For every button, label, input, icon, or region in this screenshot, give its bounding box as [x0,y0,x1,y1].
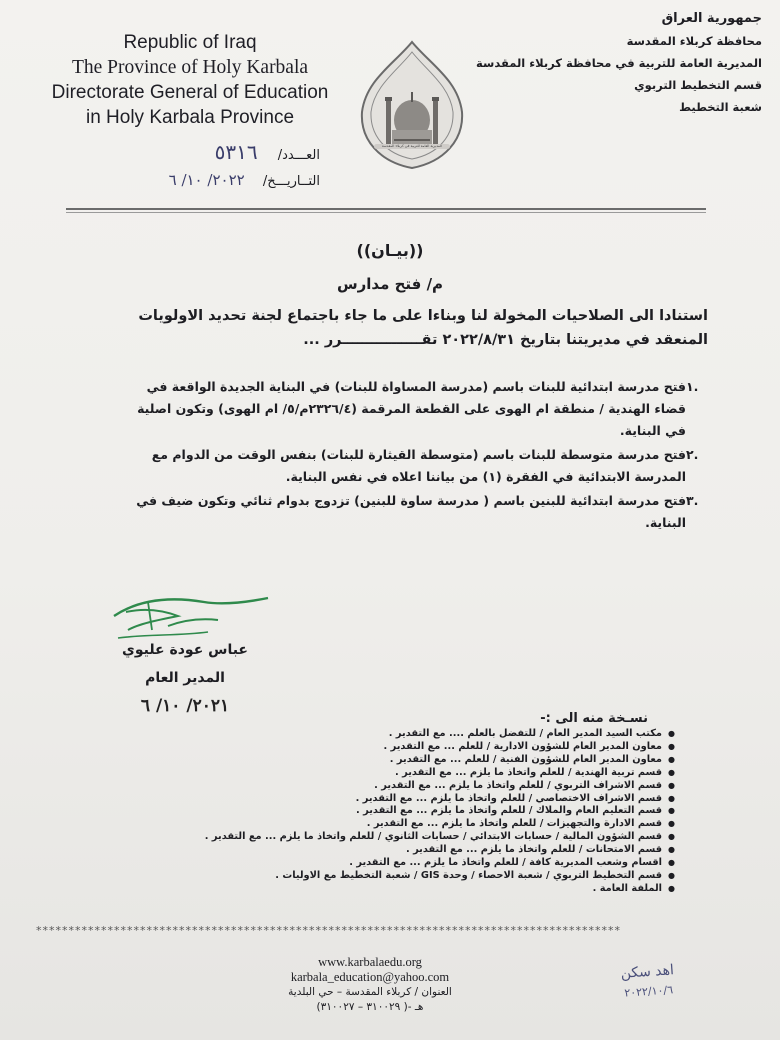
item-3-line-2: البناية. [645,515,686,530]
statement-item-1 [68,376,708,442]
statement-item-3 [68,490,708,534]
reference-number-label: العـــدد/ [277,148,320,163]
intro-line-1: استنادا الى الصلاحيات المخولة لنا وبناءا على ما جاء باجتماع لجنة تحديد الاولويات [138,308,708,324]
copy-item: ● قسم تربية الهندية / للعلم واتخاذ ما يلزم ... مع التقدير . [172,767,662,780]
signatory-name: عباس عودة عليوي [122,642,248,658]
copy-item: ● قسم الاشراف التربوي / للعلم واتخاذ ما يلزم ... مع التقدير . [172,780,662,793]
header-en [30,30,350,130]
statement-heading: ((بيـان)) [356,241,424,260]
emblem-caption: المديرية العامة للتربية في كربلاء المقدسة [374,144,450,149]
directorate-emblem [358,40,466,172]
item-2-line-1: فتح مدرسة متوسطة للبنات باسم (متوسطة القيثارة للبنات) بنفس الوقت من الدوام مع [151,447,686,462]
intro-line-2: المنعقد في مديريتنا بتاريخ ٢٠٢٢/٨/٣١ تقــــــــــــــــرر ... [303,332,708,348]
footer-separator: ****************************************************************************************** [36,924,621,937]
footer-contact [200,955,540,1015]
item-2-number: .٢ [686,447,699,462]
copy-item: ● معاون المدير العام للشؤون الادارية / للعلم ... مع التقدير . [172,741,662,754]
item-1-line-1: فتح مدرسة ابتدائية للبنات باسم (مدرسة المساواة للبنات) في البناية الجديدة الواقعة في [146,379,686,394]
header-en-province: The Province of Holy Karbala [71,57,309,78]
header-ar [462,8,762,118]
statement-item-2 [68,444,708,488]
header-ar-directorate: المديرية العامة للتربية في محافظة كربلاء المقدسة [476,56,762,70]
signatory-date: ٢٠٢١/ ١٠/ ٦ [140,696,230,716]
received-note [587,958,709,1006]
reference-date-label: التــاريـــخ/ [262,174,320,189]
copy-item: ● الملفة العامة . [172,883,662,896]
reference-number-value: ٥٣١٦ [214,140,258,164]
footer-website: www.karbalaedu.org [318,955,422,969]
item-2-line-2: المدرسة الابتدائية في الفقرة (١) من بياننا اعلاه في نفس البناية. [285,469,686,484]
copy-item: ● اقسام وشعب المديرية كافة / للعلم واتخاذ ما يلزم ... مع التقدير . [172,857,662,870]
copy-item: ● معاون المدير العام للشؤون الفنية / للعلم ... مع التقدير . [172,754,662,767]
reference-date-row [80,168,320,194]
header-ar-province: محافظة كربلاء المقدسة [626,34,762,48]
statement-subject: م/ فتح مدارس [336,275,444,293]
statement-intro [68,304,708,352]
copy-item: ● مكتب السيد المدير العام / للتفضل بالعلم .... مع التقدير . [172,728,662,741]
reference-block [80,140,320,194]
copies-list [172,728,662,896]
signatory-block [100,636,270,720]
footer-email: karbala_education@yahoo.com [290,970,450,984]
item-1-line-2: قضاء الهندية / منطقة ام الهوى على القطعة المرقمة (٢٣٢٦/٤م/٥/ ام الهوى) وتكون اصلية [137,401,686,416]
copies-heading: نسـخة منه الى :- [540,711,648,726]
footer-phone: هـ -( ٣١٠٠٢٩ – ٣١٠٠٢٧) [316,1001,424,1013]
header-ar-country: جمهورية العراق [661,11,762,26]
header-en-location: in Holy Karbala Province [85,107,295,128]
header-divider [66,208,706,213]
copy-item: ● قسم الادارة والتجهيزات / للعلم واتخاذ ما يلزم ... مع التقدير . [172,818,662,831]
emblem-icon [358,40,466,172]
copy-item: ● قسم التخطيط التربوي / شعبة الاحصاء / وحدة GIS / شعبة التخطيط مع الاوليات . [172,870,662,883]
copy-item: ● قسم الاشراف الاختصاصي / للعلم واتخاذ ما يلزم ... مع التقدير . [172,793,662,806]
copy-item: ● قسم الشؤون المالية / حسابات الابتدائي / حسابات الثانوي / للعلم واتخاذ ما يلزم ... مع التقدير . [172,831,662,844]
item-1-line-3: في البناية. [619,423,686,438]
header-ar-department: قسم التخطيط التربوي [634,78,762,92]
header-ar-section: شعبة التخطيط [679,100,762,114]
received-note-date: ٢٠٢٢/١٠/٦ [623,983,674,1000]
reference-date-value: ٢٠٢٢/ ١٠/ ٦ [168,171,245,189]
item-3-number: .٣ [686,493,699,508]
copy-item: ● قسم التعليم العام والملاك / للعلم واتخاذ ما يلزم ... مع التقدير . [172,805,662,818]
item-1-number: .١ [686,379,699,394]
header-en-country: Republic of Iraq [123,32,257,53]
signatory-title: المدير العام [145,670,225,686]
copy-item: ● قسم الامتحانات / للعلم واتخاذ ما يلزم ... مع التقدير . [172,844,662,857]
header-en-directorate: Directorate General of Education [51,82,329,103]
footer-address: العنوان / كربلاء المقدسة – حي البلدية [288,986,452,998]
item-3-line-1: فتح مدرسة ابتدائية للبنين باسم ( مدرسة ساوة للبنين) تزدوج بدوام ثنائي وتكون ضيف في [136,493,686,508]
reference-number-row [80,140,320,168]
received-note-text: اهد سكن [620,962,675,982]
